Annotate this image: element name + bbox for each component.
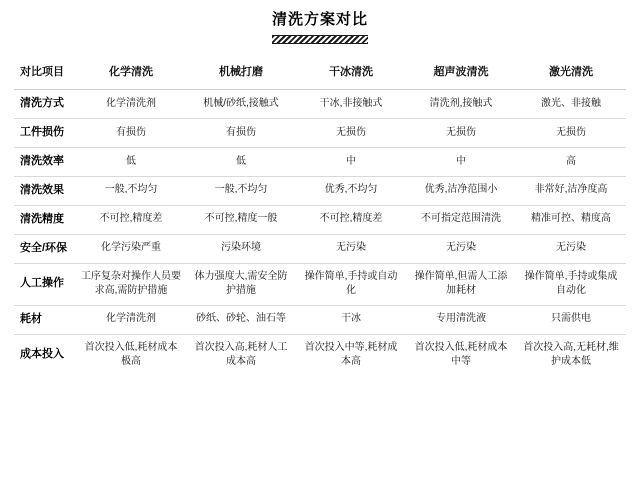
table-cell: 优秀,洁净范围小 <box>406 176 516 205</box>
table-cell: 中 <box>296 147 406 176</box>
row-label: 工件损伤 <box>14 118 76 147</box>
table-cell: 激光、非接触 <box>516 89 626 118</box>
column-header-2: 机械打磨 <box>186 58 296 89</box>
table-row <box>14 263 626 305</box>
table-cell: 污染环境 <box>186 234 296 263</box>
table-header-row <box>14 58 626 89</box>
table-cell: 精准可控、精度高 <box>516 205 626 234</box>
table-cell: 清洗剂,接触式 <box>406 89 516 118</box>
table-cell: 不可指定范围清洗 <box>406 205 516 234</box>
table-row <box>14 234 626 263</box>
row-label: 成本投入 <box>20 348 64 361</box>
table-row <box>14 89 626 118</box>
row-label: 人工操作 <box>14 263 76 305</box>
title-underline-decoration <box>272 35 368 44</box>
table-cell: 干冰,非接触式 <box>296 89 406 118</box>
row-label: 清洗方式 <box>14 89 76 118</box>
table-cell: 低 <box>186 147 296 176</box>
table-row <box>14 305 626 334</box>
table-cell: 首次投入低,耗材成本极高 <box>84 341 178 367</box>
comparison-table <box>14 58 626 376</box>
row-label: 清洗效率 <box>14 147 76 176</box>
table-cell: 操作简单,但需人工添加耗材 <box>406 263 516 305</box>
table-cell: 首次投入低,耗材成本中等 <box>414 341 508 367</box>
table-cell: 体力强度大,需安全防护措施 <box>186 263 296 305</box>
table-cell: 无损伤 <box>406 118 516 147</box>
column-header-3: 干冰清洗 <box>296 58 406 89</box>
row-label: 清洗精度 <box>14 205 76 234</box>
table-cell: 无污染 <box>516 234 626 263</box>
table-row <box>14 147 626 176</box>
table-cell: 机械/砂纸,接触式 <box>186 89 296 118</box>
table-cell: 不可控,精度一般 <box>186 205 296 234</box>
table-cell: 无污染 <box>406 234 516 263</box>
table-cell: 干冰 <box>296 305 406 334</box>
column-header-1: 化学清洗 <box>76 58 186 89</box>
table-cell: 专用清洗液 <box>406 305 516 334</box>
table-cell: 有损伤 <box>186 118 296 147</box>
table-row <box>14 205 626 234</box>
table-header <box>14 58 626 89</box>
table-cell: 工序复杂对操作人员要求高,需防护措施 <box>76 263 186 305</box>
table-cell: 一般,不均匀 <box>76 176 186 205</box>
table-cell: 一般,不均匀 <box>186 176 296 205</box>
column-header-0: 对比项目 <box>14 58 76 89</box>
table-cell: 砂纸、砂轮、油石等 <box>186 305 296 334</box>
table-cell: 操作简单,手持或自动化 <box>296 263 406 305</box>
table-cell: 操作简单,手持或集成自动化 <box>516 263 626 305</box>
table-row <box>14 176 626 205</box>
table-cell: 非常好,洁净度高 <box>516 176 626 205</box>
table-cell: 中 <box>406 147 516 176</box>
column-header-5: 激光清洗 <box>516 58 626 89</box>
table-cell: 首次投入高,耗材人工成本高 <box>194 341 288 367</box>
row-label: 耗材 <box>14 305 76 334</box>
table-cell: 化学清洗剂 <box>76 89 186 118</box>
table-cell: 不可控,精度差 <box>296 205 406 234</box>
table-cell: 无损伤 <box>516 118 626 147</box>
table-cell: 低 <box>76 147 186 176</box>
row-label: 安全/环保 <box>14 234 76 263</box>
table-cell: 高 <box>516 147 626 176</box>
table-cell: 化学清洗剂 <box>76 305 186 334</box>
row-label: 清洗效果 <box>14 176 76 205</box>
table-row <box>14 334 626 376</box>
table-cell: 首次投入高,无耗材,维护成本低 <box>523 341 619 367</box>
table-body <box>14 89 626 375</box>
column-header-4: 超声波清洗 <box>406 58 516 89</box>
table-cell: 化学污染严重 <box>76 234 186 263</box>
table-cell: 只需供电 <box>516 305 626 334</box>
page-title: 清洗方案对比 <box>271 11 368 28</box>
table-row <box>14 118 626 147</box>
table-cell: 有损伤 <box>76 118 186 147</box>
table-cell: 首次投入中等,耗材成本高 <box>304 341 398 367</box>
table-cell: 优秀,不均匀 <box>296 176 406 205</box>
table-cell: 无污染 <box>296 234 406 263</box>
table-cell: 不可控,精度差 <box>76 205 186 234</box>
table-cell: 无损伤 <box>296 118 406 147</box>
